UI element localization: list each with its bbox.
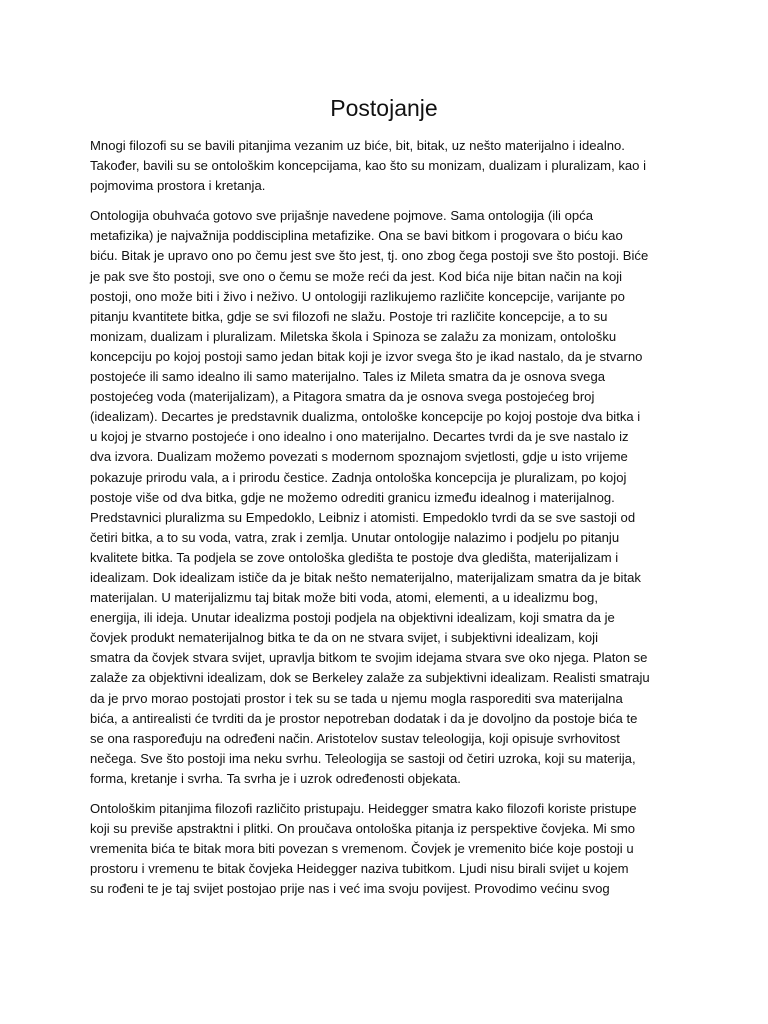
text-line: materijalan. U materijalizmu taj bitak može biti voda, atomi, elementi, a u idealizmu bog,	[90, 590, 598, 606]
text-line: Ontološkim pitanjima filozofi različito pristupaju. Heidegger smatra kako filozofi koriste pristupe	[90, 801, 637, 816]
text-line: koji su previše apstraktni i plitki. On proučava ontološka pitanja iz perspektive čovjeka. Mi smo	[90, 821, 636, 837]
text-line: energija, ili ideja. Unutar idealizma postoji podjela na objektivni idealizam, koji smatra da je	[90, 610, 615, 626]
text-line: dva izvora. Dualizam možemo povezati s modernom spoznajom svjetlosti, gdje u isto vrijeme	[90, 449, 628, 465]
text-line: metafizika) je najvažnija poddisciplina metafizike. Ona se bavi bitkom i progovara o biću kao	[90, 228, 623, 244]
text-line: je pak sve što postoji, sve ono o čemu se može reći da jest. Kod bića nije bitan način na koji	[90, 268, 623, 284]
text-line: (idealizam). Decartes je predstavnik dualizma, ontološke koncepcije po kojoj postoje dva bitka i	[90, 409, 641, 425]
text-line: postoji, ono može biti i živo i neživo. U ontologiji razlikujemo različite koncepcije, varijante po	[90, 288, 625, 304]
paragraph-2	[90, 206, 684, 789]
text-line: pojmovima prostora i kretanja.	[90, 178, 266, 194]
text-line: pitanju kvantitete bitka, gdje se svi filozofi ne slažu. Postoje tri različite koncepcije, a to su	[90, 308, 608, 324]
text-line: forma, kretanje i svrha. Ta svrha je i uzrok određenosti objekata.	[90, 770, 461, 786]
text-line: Također, bavili su se ontološkim koncepcijama, kao što su monizam, dualizam i pluralizam, kao i	[90, 158, 647, 174]
text-line: monizam, dualizam i pluralizam. Miletska škola i Spinoza se zalažu za monizam, ontološku	[90, 328, 617, 344]
text-line: pokazuje prirodu vala, a i prirodu čestice. Zadnja ontološka koncepcija je pluralizam, po kojoj	[90, 469, 627, 485]
text-line: postoje više od dva bitka, gdje ne možemo odrediti granicu između idealnog i materijalnog.	[90, 489, 615, 505]
text-line: Predstavnici pluralizma su Empedoklo, Leibniz i atomisti. Empedoklo tvrdi da se sve sastoji od	[90, 509, 636, 525]
text-line: vremenita bića te bitak mora biti povezan s vremenom. Čovjek je vremenito biće koje postoji u	[90, 841, 634, 857]
text-line: prostoru i vremenu te bitak čovjeka Heidegger naziva tubitkom. Ljudi nisu birali svijet u kojem	[90, 861, 629, 877]
text-line: da je prvo morao postojati prostor i tek su se tada u njemu mogla rasporediti sva materijalna	[90, 690, 623, 706]
document-body	[90, 136, 684, 909]
paragraph-1	[90, 136, 684, 196]
text-line: smatra da čovjek stvara svijet, upravlja bitkom te svojim idejama stvara sve oko njega. Platon se	[90, 650, 648, 666]
page-title: Postojanje	[330, 95, 438, 121]
text-line: Ontologija obuhvaća gotovo sve prijašnje navedene pojmove. Sama ontologija (ili opća	[90, 208, 593, 224]
text-line: čovjek produkt nematerijalnog bitka te da on ne stvara svijet, i subjektivni idealizam, koji	[90, 630, 599, 646]
text-line: kvalitete bitka. Ta podjela se zove ontološka gledišta te postoje dva gledišta, materijalizam i	[90, 549, 619, 565]
text-line: Mnogi filozofi su se bavili pitanjima vezanim uz biće, bit, bitak, uz nešto materijalno i idealno.	[90, 138, 625, 153]
text-line: bića, a antirealisti će tvrditi da je prostor nepotreban dodatak i da je dovoljno da postoje bića te	[90, 710, 638, 726]
text-line: u kojoj je stvarno postojeće i ono idealno i ono materijalno. Decartes tvrdi da je sve nastalo iz	[90, 429, 629, 445]
text-line: idealizam. Dok idealizam ističe da je bitak nešto nematerijalno, materijalizam smatra da je bitak	[90, 569, 641, 585]
text-line: postojeće ili samo idealno ili samo materijalno. Tales iz Mileta smatra da je osnova svega	[90, 369, 606, 385]
text-line: su rođeni te je taj svijet postojao prije nas i već ima svoju povijest. Provodimo većinu svog	[90, 881, 610, 897]
text-line: se ona raspoređuju na određeni način. Aristotelov sustav teleologija, koji opisuje svrhovitost	[90, 730, 620, 746]
text-line: četiri bitka, a to su voda, vatra, zrak i zemlja. Unutar ontologije nalazimo i podjelu po pitanju	[90, 529, 620, 545]
text-line: nečega. Sve što postoji ima neku svrhu. Teleologija se sastoji od četiri uzroka, koji su materija,	[90, 750, 636, 766]
paragraph-3	[90, 799, 684, 899]
text-line: koncepciju po kojoj postoji samo jedan bitak koji je izvor svega što je ikad nastalo, da je stvarno	[90, 348, 643, 364]
text-line: biću. Bitak je upravo ono po čemu jest sve što jest, tj. ono zbog čega postoji sve što postoji. Biće	[90, 248, 649, 264]
text-line: postojećeg voda (materijalizam), a Pitagora smatra da je osnova svega postojećeg broj	[90, 389, 595, 405]
text-line: zalaže za objektivni idealizam, dok se Berkeley zalaže za subjektivni idealizam. Realisti smatraju	[90, 670, 650, 686]
